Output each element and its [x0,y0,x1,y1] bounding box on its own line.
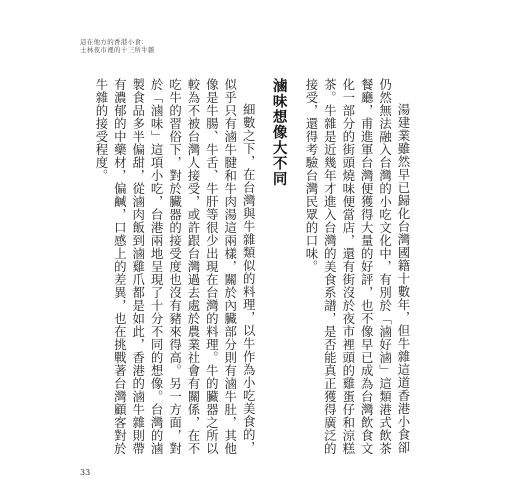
section-heading: 滷味想像大不同 [270,78,288,187]
running-head [80,38,155,54]
paragraph-1: 湯建業雖然早已歸化台灣國籍十數年，但牛雜這道香港小食卻仍然無法融入台灣的小吃文化中，有別於「滷好滷」這類港式飲茶餐廳，甫進軍台灣便獲得大量的好評，也不像早已成為台灣飲食文化一部分的街頭燒味便當店，還有街沒於夜市裡頭的雞蛋仔和涼糕茶。牛雜是近幾年才進入台灣的美食系譜，是否能真正獲得廣泛的接受，還得考驗台灣民眾的口味。 [303,78,411,455]
running-head-line-1: 這在他方的香港小食： [80,38,148,46]
running-head-line-2: 士林夜市裡的十三所牛雜 [80,46,155,54]
body-text [82,78,412,458]
page-number: 33 [80,468,91,477]
paragraph-2: 細數之下，在台灣與牛雜類似的料理，以牛作為小吃美食的，似乎只有滷牛腱和牛肉湯這兩樣，關於內臟部分則有滷牛肚，其他像是牛腸、牛舌、牛肝等很少出現在台灣的料理。牛的臟器之所以較為不被台灣人接受，或許跟台灣過去處於農業社會有關係，在不吃牛的習俗下，對於臟器的接受度也沒有豬來得高。另一方面，對於「滷味」這項小吃，台港兩地呈現了十分不同的想像。台灣的滷製食品多半偏甜，從滷肉飯到滷雞爪都是如此，香港的滷牛雜則帶有濃郁的中藥材，偏鹹，口感上的差異，也在挑戰著台灣顧客對於牛雜的接受程度。 [93,78,257,455]
